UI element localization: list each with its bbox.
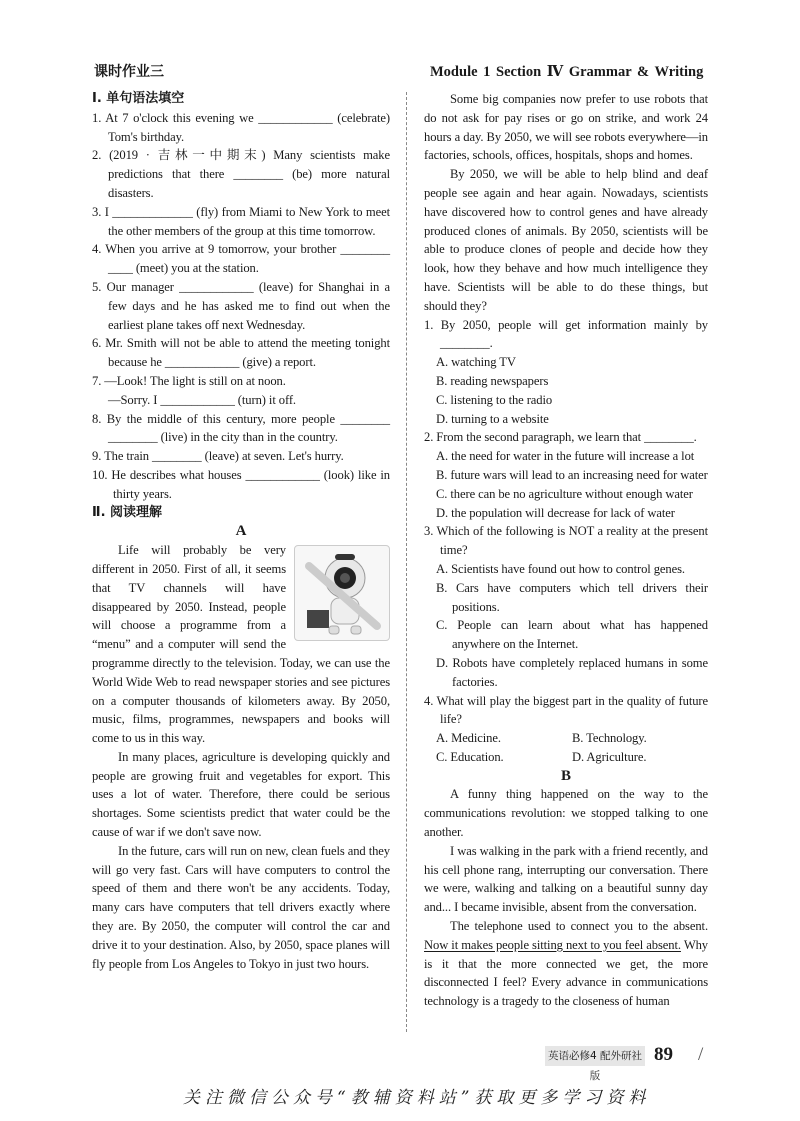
handwritten-note: 关注微信公众号“教辅资料站”获取更多学习资料 (183, 1088, 651, 1108)
option: D. Agriculture. (572, 749, 647, 764)
question: 3. I _____________ (fly) from Miami to New York to meet the other members of the group at this time tomorrow. (92, 204, 390, 238)
question: 9. The train ________ (leave) at seven. Let's hurry. (92, 449, 344, 464)
right-column (424, 90, 708, 1011)
question: 1. At 7 o'clock this evening we ____________ (celebrate) Tom's birthday. (92, 110, 390, 144)
option: B. Technology. (572, 731, 647, 746)
module-title: Module 1 Section Ⅳ Grammar & Writing (430, 64, 704, 80)
paragraph: I was walking in the park with a friend recently, and his cell phone rang, interrupting our conversation. There we were, walking and talking on a beautiful sunny day and... I became invisible, absent from the conversation. (424, 843, 708, 915)
paragraph: In many places, agriculture is developing quickly and people are growing fruit and vegetables for export. This uses a lot of water. Therefore, there could be serious shortages. Some scientists predict that water could be the cause of war if we don't save now. (92, 749, 390, 840)
option: B. future wars will lead to an increasing need for water (436, 467, 708, 482)
option: A. Scientists have found out how to control genes. (436, 561, 685, 576)
question: 7. —Look! The light is still on at noon. (92, 373, 286, 388)
lesson-title: 课时作业三 (94, 64, 164, 80)
question: 10. He describes what houses ____________ (look) like in thirty years. (92, 467, 390, 501)
sentence: Why is it that the more connected we get, the more disconnected I feel? Every advance in communications technology is a tragedy to the closeness of human (424, 937, 708, 1009)
option: A. watching TV (436, 355, 516, 370)
question: 4. When you arrive at 9 tomorrow, your brother ________ ____ (meet) you at the station. (92, 242, 390, 276)
passage-a-title: A (235, 523, 247, 540)
question: 6. Mr. Smith will not be able to attend the meeting tonight because he ____________ (give) a report. (92, 336, 390, 370)
passage-b-title: B (561, 767, 571, 784)
section-heading-grammar: Ⅰ. 单句语法填空 (92, 91, 185, 106)
question: 2. From the second paragraph, we learn that ________. (424, 430, 697, 445)
paragraph: Life will probably be very different in 2050. First of all, it seems that TV channels will have disappeared by 2050. Instead, people will choose a programme from a “menu” and a computer will send the programme directly to the television. Today, we can use the World Wide Web to read newspaper stories and see pictures on a computer thousands of kilometers away. By 2050, music, films, programmes, newspapers and books will come to us in this way. (92, 543, 390, 746)
option: A. the need for water in the future will increase a lot (436, 449, 695, 464)
question: 2. (2019 · 吉林一中期末) Many scientists make predictions that there ________ (be) more natural disasters. (92, 148, 390, 200)
question: 8. By the middle of this century, more people ________ ________ (live) in the city than in the country. (92, 411, 390, 445)
option: C. People can learn about what has happened anywhere on the Internet. (436, 618, 708, 652)
option: A. Medicine. (436, 731, 501, 746)
option: B. reading newspapers (436, 373, 549, 388)
option: C. there can be no agriculture without enough water (436, 486, 693, 501)
question: 3. Which of the following is NOT a reality at the present time? (424, 524, 708, 558)
left-column (92, 90, 390, 973)
book-label: 英语必修4 配外研社版 (545, 1046, 645, 1066)
option: C. listening to the radio (436, 392, 553, 407)
option: D. the population will decrease for lack of water (436, 505, 675, 520)
robot-illustration (294, 545, 390, 641)
sentence: The telephone used to connect you to the absent. (450, 919, 708, 934)
page-slash: / (698, 1044, 704, 1065)
question: 1. By 2050, people will get information mainly by ________. (424, 317, 708, 351)
underlined-sentence: Now it makes people sitting next to you feel absent. (424, 937, 681, 952)
option: D. Robots have completely replaced humans in some factories. (436, 655, 708, 689)
paragraph: A funny thing happened on the way to the communications revolution: we stopped talking to one another. (424, 787, 708, 840)
question-reply: —Sorry. I ____________ (turn) it off. (108, 392, 296, 407)
paragraph: In the future, cars will run on new, clean fuels and they will go very fast. Cars will have computers to control the speed of them and there won't be any accidents. Today, many cars have computers that tell drivers exactly where they are. By 2050, the computer will control the car and drive it to your destination. Also, by 2050, space planes will fly people from Los Angeles to Tokyo in just two hours. (92, 843, 390, 971)
question: 5. Our manager ____________ (leave) for Shanghai in a few days and he has asked me to find out when the earliest plane takes off next Wednesday. (92, 279, 390, 332)
column-divider (406, 92, 407, 1032)
paragraph: Some big companies now prefer to use robots that do not ask for pay rises or go on strike, and work 24 hours a day. By 2050, we will see robots everywhere—in factories, schools, offices, hospitals, shops and homes. (424, 92, 708, 163)
section-heading-reading: Ⅱ. 阅读理解 (92, 504, 163, 520)
paragraph: By 2050, we will be able to help blind and deaf people see again and hear again. Nowadays, scientists have discovered how to control genes and have already produced clones of animals. By 2050, scientists will be able to produce clones of people and decide how they look, how they behave and how much intelligence they have. Scientists will be able to do these things, but should they? (424, 167, 708, 313)
option: C. Education. (436, 749, 504, 764)
page-number: 89 (654, 1044, 673, 1065)
paragraph (424, 917, 708, 1011)
option: D. turning to a website (436, 411, 549, 426)
option: B. Cars have computers which tell drivers their positions. (436, 580, 708, 614)
question: 4. What will play the biggest part in the quality of future life? (424, 693, 708, 727)
